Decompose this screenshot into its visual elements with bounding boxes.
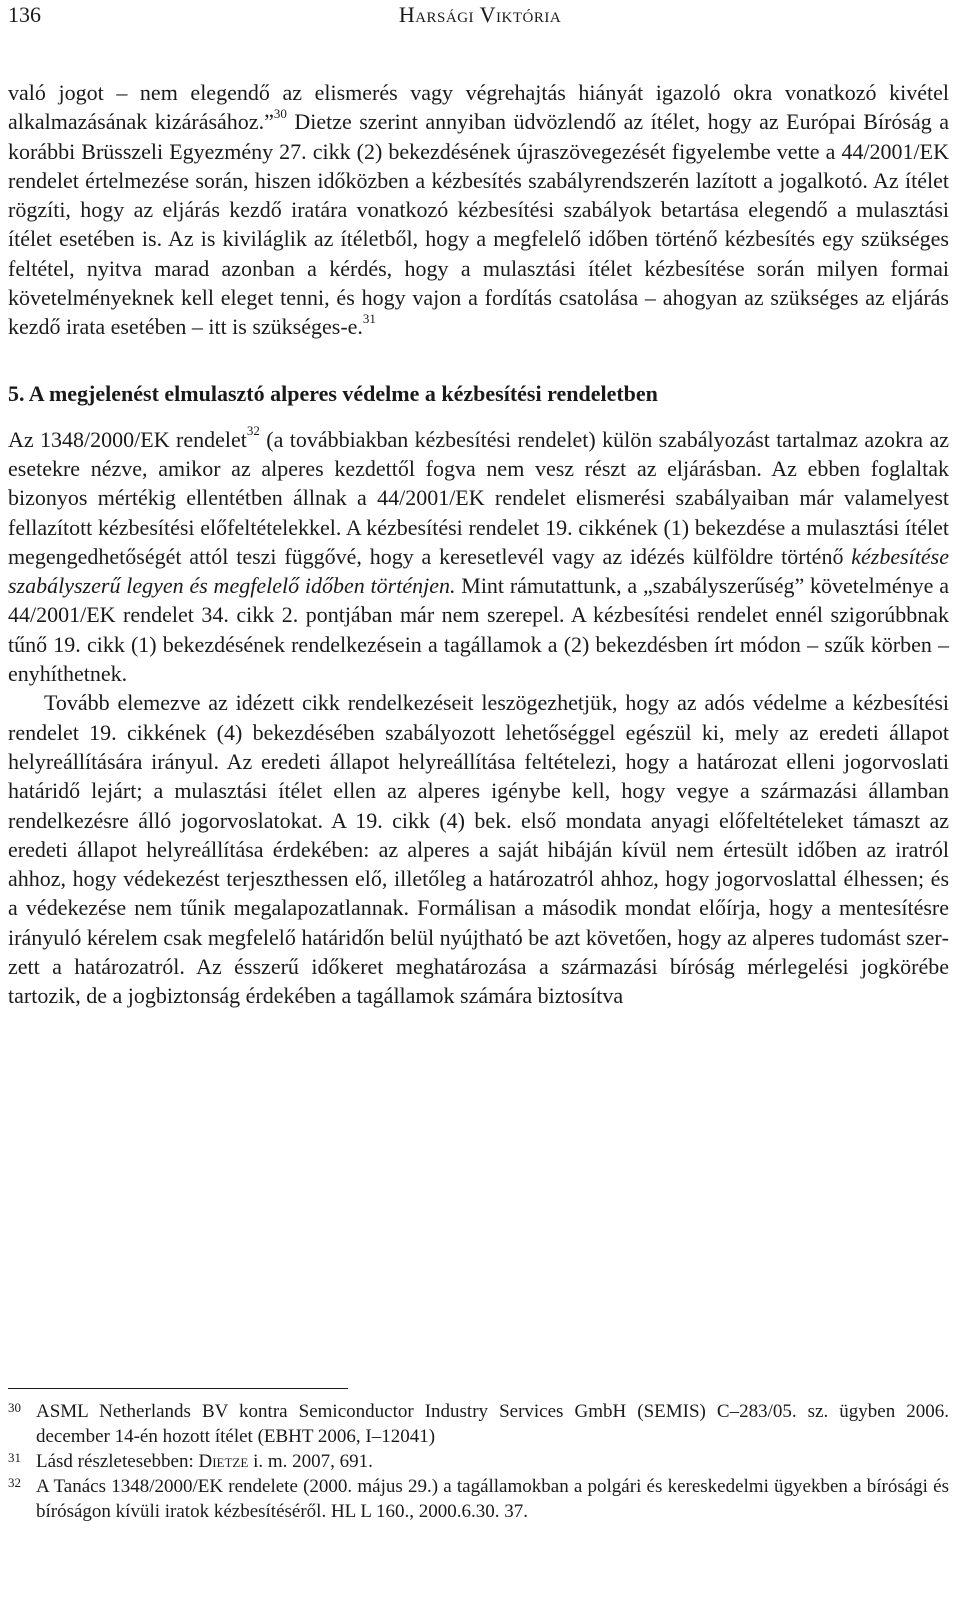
cited-author: Dietze [198, 1451, 249, 1472]
footnote-32 [8, 1474, 949, 1524]
footnotes [8, 1388, 949, 1524]
footnote-number: 32 [8, 1475, 21, 1490]
footnote-rule [8, 1388, 348, 1389]
italic-phrase: kézbesítése szabályszerű legyen és megfelelő időben történjen. [8, 543, 949, 599]
running-head-author: Harsági Viktória [398, 2, 562, 27]
running-header [8, 2, 952, 30]
paragraph-2: Az 1348/2000/EK rendelet$^{32}$ (a továbbiakban kézbesítési rendelet) külön szabályozást tartalmaz azokra az esetekre nézve, amikor az alperes kezdettől fogva nem vesz részt az eljárásban. Az ebben foglaltak bizonyos mértékig ellentétben állnak a 44/2001/EK rendelet elismerési szabályaiban már valamelyest fellazított kézbesítési előfeltételekkel. A kézbesítési rendelet 19. cikkének (1) bekezdése a mulasztási ítélet megengedhetőségét attól teszi függővé, hogy a keresetlevél vagy az idézés külföldre történő kézbesítése szabályszerű legyen és megfelelő időben történjen. Mint rámutattunk, a „szabályszerűség” követelménye a 44/2001/EK rendelet 34. cikk 2. pontjában már nem szerepel. A kézbesítési rendelet ennél szigorúbbnak tűnő 19. cikk (1) bekezdésének rendelkezésein a tagállamok a (2) bekezdésben írt módon – szűk körben – enyhíthetnek. [8, 423, 949, 687]
footnote-number: 30 [8, 1400, 21, 1415]
footnote-ref-31[interactable]: 31 [362, 311, 376, 327]
footnote-text: ASML Netherlands BV kontra Semiconductor Industry Services GmbH (SEMIS) C–283/05. sz. ügyben 2006. december 14-én hozott ítélet (EBHT 2006, I–12041) [36, 1401, 949, 1447]
footnote-text: A Tanács 1348/2000/EK rendelete (2000. május 29.) a tagállamokban a polgári és kereskedelmi ügyekben a bírósági és bíróságon kívüli iratok kézbesítéséről. HL L 160., 2000.6.30. 37. [36, 1476, 949, 1522]
paragraph-1: való jogot – nem elegendő az elismerés vagy végrehajtás hiányát igazoló okra vonatkozó kivétel alkalmazásának kizárásához.”$^{30}$ Dietze szerint annyiban üdvözlendő az ítélet, hogy az Európai Bíróság a korábbi Brüsszeli Egyezmény 27. cikk (2) bekezdésének újraszövegezését figyelembe vette a 44/2001/EK rendelet értelmezése során, hiszen időközben a kézbesítés szabályrendszerén lazított a jogalkotó. Az ítélet rögzíti, hogy az eljárás kezdő iratára vonatkozó kézbesítési szabályok betartása elegendő a mulasztási ítélet esetében is. Az is kiviláglik az ítéletből, hogy a megfelelő időben történő kézbesítés egy szükséges feltétel, nyitva marad azonban a kérdés, hogy a mulasztási ítélet kézbesítése során milyen formai követelményeknek kell eleget tenni, és hogy vajon a fordítás csatolása – ahogyan az szükséges az eljárás kezdő irata esetében – itt is szükséges-e.$^{31}$ [8, 80, 949, 340]
footnote-31: 31 Lásd részletesebben: Dietze i. m. 2007, 691. [8, 1449, 949, 1474]
section-heading: 5. A megjelenést elmulasztó alperes védelme a kézbesítési rendeletben [8, 380, 658, 406]
footnote-30 [8, 1399, 949, 1449]
footnote-ref-30[interactable]: 30 [273, 105, 287, 121]
footnote-number: 31 [8, 1450, 21, 1465]
paragraph-3: Tovább elemezve az idézett cikk rendelkezéseit leszögezhetjük, hogy az adós védelme a kézbesítési rendelet 19. cikkének (4) bekezdésében szabályozott lehetőséggel egészül ki, mely az eredeti állapot helyreállítására irányul. Az eredeti állapot helyreállítása feltételezi, hogy a határozat elleni jogorvoslati határidő lejárt; a mulasztási ítélet ellen az alperes igénybe kell, hogy vegye a származási államban rendelkezésre álló jogorvoslatokat. A 19. cikk (4) bek. első mondata anyagi előfeltételeket támaszt az eredeti állapot helyreállítása érdekében: az alperes a saját hibáján kívül nem értesült időben az iratról ahhoz, hogy védekezést terjeszthessen elő, illetőleg a határozatról ahhoz, hogy jogorvoslattal élhessen; és a védekezése nem tűnik megalapozatlannak. Formálisan a második mondat előírja, hogy a mentesítésre irányuló kérelem csak megfelelő határidőn belül nyújtható be azt követően, hogy az alperes tudomást szerzett a határozatról. Az ésszerű időkeret meghatározása a származási bíróság mérlegelési jogkörébe tartozik, de a jogbiztonság érdekében a tagállamok számára biztosítva [8, 690, 949, 1009]
main-text [8, 78, 949, 1011]
footnote-ref-32[interactable]: 32 [246, 423, 260, 439]
page-number: 136 [8, 2, 41, 27]
